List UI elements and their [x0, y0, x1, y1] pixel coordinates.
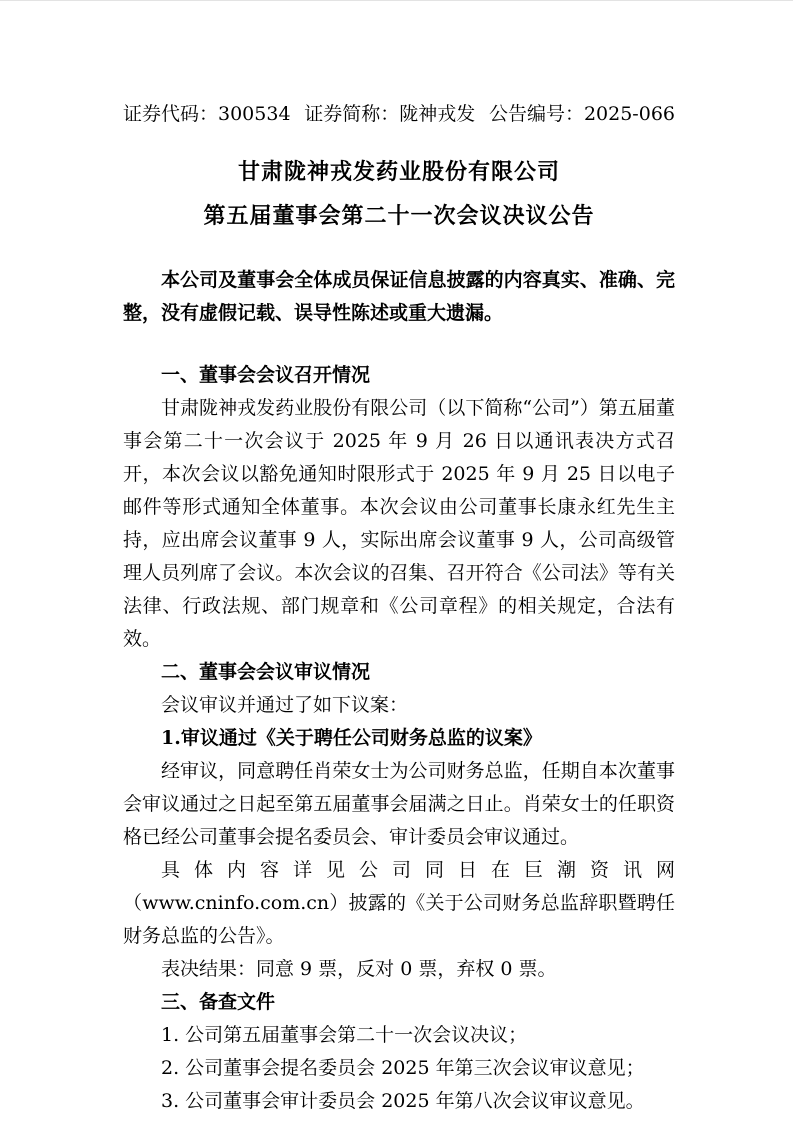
section-2-heading: 二、董事会会议审议情况	[161, 661, 371, 683]
announcement-number: 公告编号：2025-066	[488, 103, 675, 125]
stock-code: 证券代码：300534	[123, 103, 291, 125]
disclosure-notice: 本公司及董事会全体成员保证信息披露的内容真实、准确、完整，没有虚假记载、误导性陈述或重大遗漏。	[123, 269, 675, 324]
section-1-heading: 一、董事会会议召开情况	[161, 364, 371, 386]
reference-document-2: 2. 公司董事会提名委员会 2025 年第三次会议审议意见；	[161, 1057, 645, 1079]
section-3-heading: 三、备查文件	[161, 991, 276, 1013]
section-2-intro: 会议审议并通过了如下议案：	[161, 694, 409, 716]
announcement-title: 第五届董事会第二十一次会议决议公告	[203, 203, 595, 229]
proposal-1-disclosure-reference: 具体内容详见公司同日在巨潮资讯网（www.cninfo.com.cn）披露的《关于公司财务总监辞职暨聘任财务总监的公告》。	[123, 859, 675, 947]
company-name-title: 甘肃陇神戎发药业股份有限公司	[237, 159, 560, 185]
proposal-1-vote-result: 表决结果：同意 9 票，反对 0 票，弃权 0 票。	[161, 958, 557, 980]
proposal-1-detail: 经审议，同意聘任肖荣女士为公司财务总监，任期自本次董事会审议通过之日起至第五届董事会届满之日止。肖荣女士的任职资格已经公司董事会提名委员会、审计委员会审议通过。	[123, 760, 675, 848]
reference-document-1: 1. 公司第五届董事会第二十一次会议决议；	[161, 1024, 528, 1046]
proposal-1-heading: 1.审议通过《关于聘任公司财务总监的议案》	[161, 727, 542, 749]
reference-document-3: 3. 公司董事会审计委员会 2025 年第八次会议审议意见。	[161, 1090, 645, 1112]
section-1-paragraph: 甘肃陇神戎发药业股份有限公司（以下简称“公司”）第五届董事会第二十一次会议于 2025 年 9 月 26 日以通讯表决方式召开，本次会议以豁免通知时限形式于 2025 年 9 月 25 日以电子邮件等形式通知全体董事。本次会议由公司董事长康永红先生主持，应出席会议董事 9 人，实际出席会议董事 9 人，公司高级管理人员列席了会议。本次会议的召集、召开符合《公司法》等有关法律、行政法规、部门规章和《公司章程》的相关规定，合法有效。	[123, 397, 675, 650]
stock-short-name: 证券简称：陇神戎发	[304, 103, 476, 125]
document-header	[123, 104, 675, 125]
